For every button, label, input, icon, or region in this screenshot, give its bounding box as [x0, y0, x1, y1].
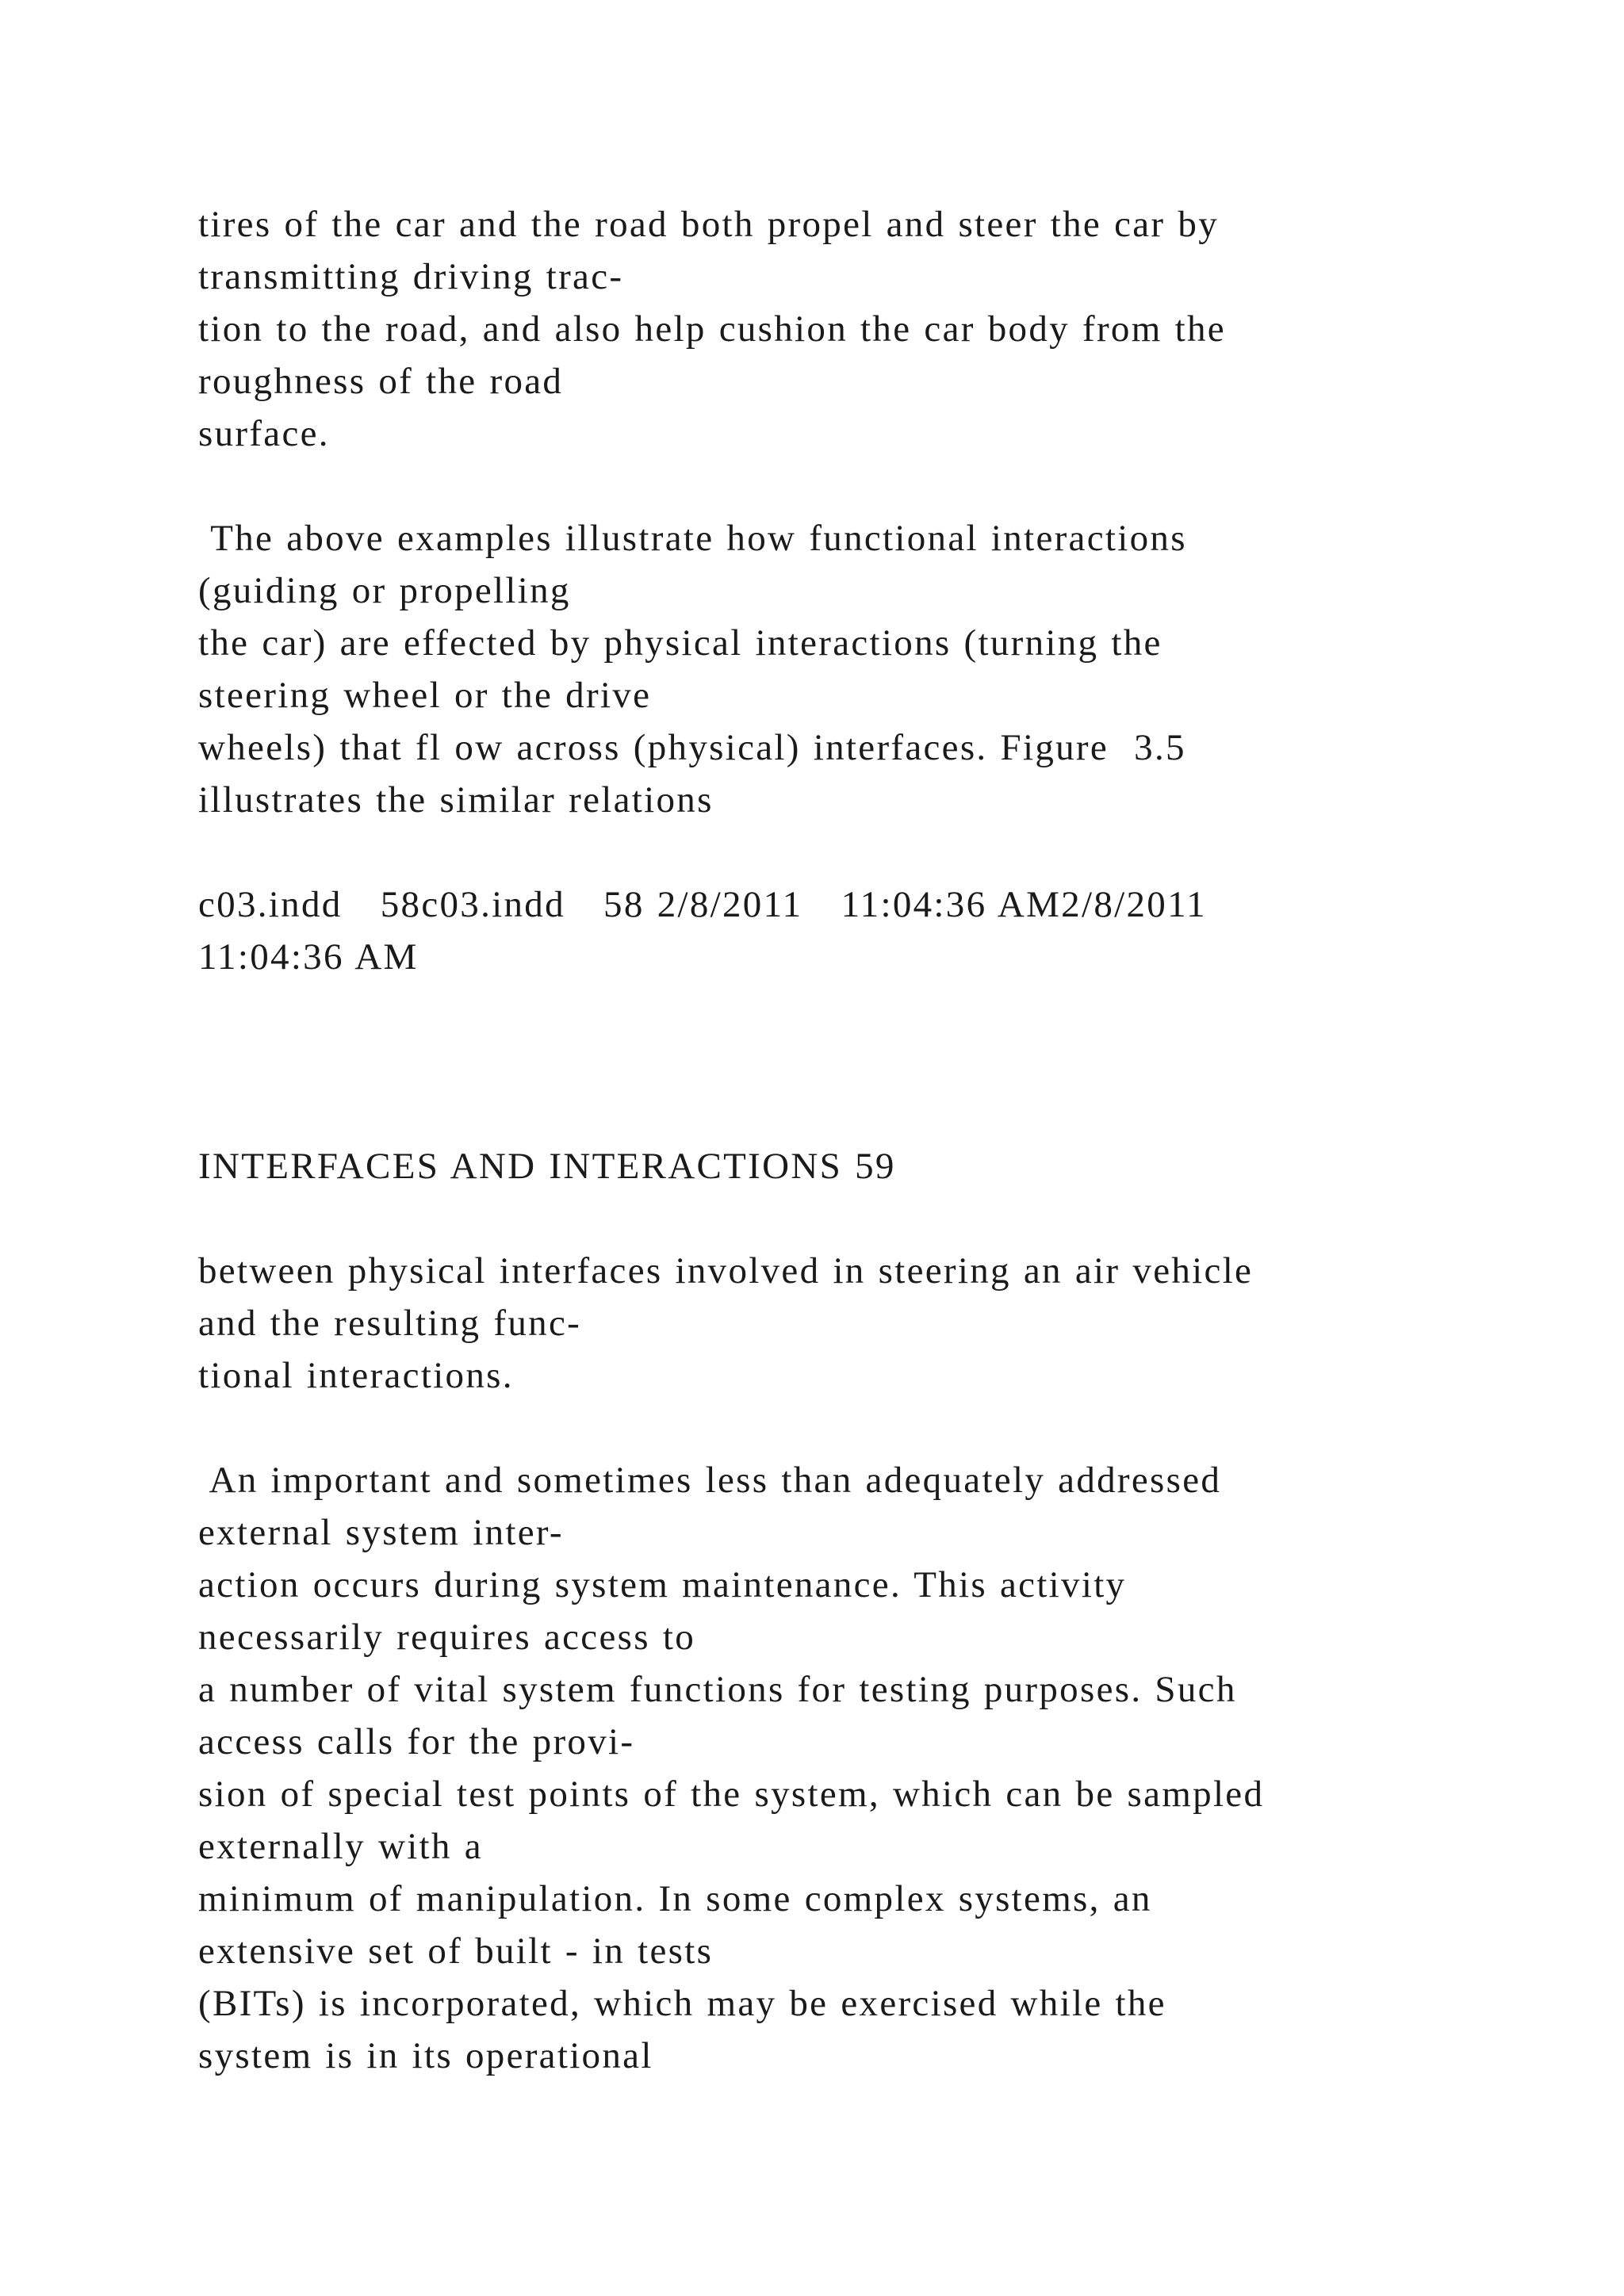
text-line: The above examples illustrate how functional interactions	[198, 518, 1187, 559]
document-body	[198, 198, 1546, 2082]
paragraph-functional-interactions	[198, 512, 1546, 826]
text-line: minimum of manipulation. In some complex systems, an	[198, 1878, 1152, 1919]
text-line: necessarily requires access to	[198, 1617, 695, 1658]
paragraph-spacer	[198, 826, 1546, 878]
text-line: transmitting driving trac-	[198, 256, 624, 297]
text-line: steering wheel or the drive	[198, 675, 652, 716]
text-line: c03.indd 58c03.indd 58 2/8/2011 11:04:36 AM2/8/2011	[198, 884, 1207, 925]
text-line: tional interactions.	[198, 1355, 514, 1396]
text-line: between physical interfaces involved in steering an air vehicle	[198, 1250, 1254, 1292]
text-line: sion of special test points of the system, which can be sampled	[198, 1774, 1265, 1815]
print-slug-footer	[198, 878, 1546, 983]
text-line: action occurs during system maintenance. This activity	[198, 1564, 1127, 1605]
text-line: system is in its operational	[198, 2035, 653, 2076]
text-line: roughness of the road	[198, 361, 564, 402]
text-line: (BITs) is incorporated, which may be exercised while the	[198, 1983, 1166, 2024]
paragraph-air-vehicle	[198, 1245, 1546, 1402]
text-line: illustrates the similar relations	[198, 779, 714, 821]
text-line: (guiding or propelling	[198, 570, 571, 611]
paragraph-spacer	[198, 460, 1546, 512]
paragraph-system-maintenance	[198, 1454, 1546, 2082]
paragraph-spacer	[198, 1192, 1546, 1245]
running-header	[198, 1140, 1546, 1192]
text-line: a number of vital system functions for testing purposes. Such	[198, 1669, 1237, 1710]
text-line: access calls for the provi-	[198, 1721, 635, 1762]
text-line: tires of the car and the road both propel and steer the car by	[198, 204, 1220, 245]
text-line: and the resulting func-	[198, 1303, 582, 1344]
paragraph-car-tires	[198, 198, 1546, 460]
text-line: external system inter-	[198, 1512, 564, 1553]
text-line: extensive set of built - in tests	[198, 1931, 714, 1972]
text-line: wheels) that fl ow across (physical) interfaces. Figure 3.5	[198, 727, 1186, 768]
text-line: An important and sometimes less than adequately addressed	[198, 1460, 1222, 1501]
running-header-text: INTERFACES AND INTERACTIONS 59	[198, 1146, 896, 1187]
text-line: surface.	[198, 413, 330, 454]
text-line: the car) are effected by physical interactions (turning the	[198, 622, 1162, 664]
text-line: 11:04:36 AM	[198, 936, 419, 978]
text-line: externally with a	[198, 1826, 483, 1867]
text-line: tion to the road, and also help cushion the car body from the	[198, 308, 1226, 350]
paragraph-spacer	[198, 1402, 1546, 1454]
page-break-spacer	[198, 983, 1546, 1140]
